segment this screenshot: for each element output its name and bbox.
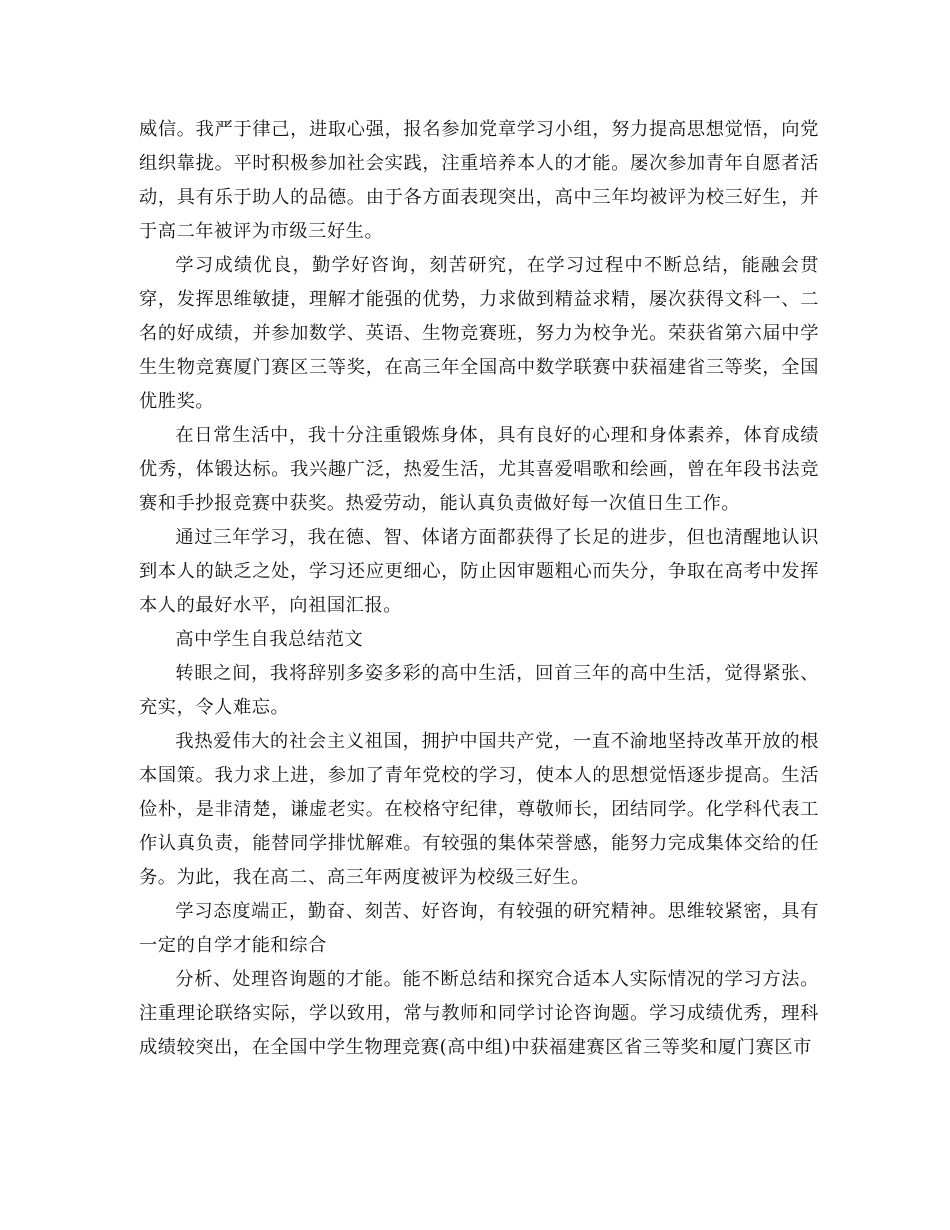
paragraph-5: 转眼之间，我将辞别多姿多彩的高中生活，回首三年的高中生活，觉得紧张、充实，令人难忘。 <box>139 663 819 718</box>
paragraph-8: 分析、处理咨询题的才能。能不断总结和探究合适本人实际情况的学习方法。注重理论联络实际，学以致用，常与教师和同学讨论咨询题。学习成绩优秀，理科成绩较突出，在全国中学生物理竞赛(高中组)中获福建赛区省三等奖和厦门赛区市 <box>139 969 819 1058</box>
section-heading: 高中学生自我总结范文 <box>175 629 364 650</box>
document-body <box>139 113 819 1065</box>
paragraph-1: 威信。我严于律己，进取心强，报名参加党章学习小组，努力提高思想觉悟，向党组织靠拢。平时积极参加社会实践，注重培养本人的才能。屡次参加青年自愿者活动，具有乐于助人的品德。由于各方面表现突出，高中三年均被评为校三好生，并于高二年被评为市级三好生。 <box>139 119 819 242</box>
paragraph-2: 学习成绩优良，勤学好咨询，刻苦研究，在学习过程中不断总结，能融会贯穿，发挥思维敏捷，理解才能强的优势，力求做到精益求精，屡次获得文科一、二名的好成绩，并参加数学、英语、生物竞赛班，努力为校争光。荣获省第六届中学生生物竞赛厦门赛区三等奖，在高三年全国高中数学联赛中获福建省三等奖，全国优胜奖。 <box>139 255 819 412</box>
paragraph-7: 学习态度端正，勤奋、刻苦、好咨询，有较强的研究精神。思维较紧密，具有一定的自学才能和综合 <box>139 901 819 956</box>
paragraph-3: 在日常生活中，我十分注重锻炼身体，具有良好的心理和身体素养，体育成绩优秀，体锻达标。我兴趣广泛，热爱生活，尤其喜爱唱歌和绘画，曾在年段书法竞赛和手抄报竞赛中获奖。热爱劳动，能认真负责做好每一次值日生工作。 <box>139 425 819 514</box>
paragraph-4: 通过三年学习，我在德、智、体诸方面都获得了长足的进步，但也清醒地认识到本人的缺乏之处，学习还应更细心，防止因审题粗心而失分，争取在高考中发挥本人的最好水平，向祖国汇报。 <box>139 527 819 616</box>
paragraph-6: 我热爱伟大的社会主义祖国，拥护中国共产党，一直不渝地坚持改革开放的根本国策。我力求上进，参加了青年党校的学习，使本人的思想觉悟逐步提高。生活俭朴，是非清楚，谦虚老实。在校格守纪律，尊敬师长，团结同学。化学科代表工作认真负责，能替同学排忧解难。有较强的集体荣誉感，能努力完成集体交给的任务。为此，我在高二、高三年两度被评为校级三好生。 <box>139 731 819 888</box>
